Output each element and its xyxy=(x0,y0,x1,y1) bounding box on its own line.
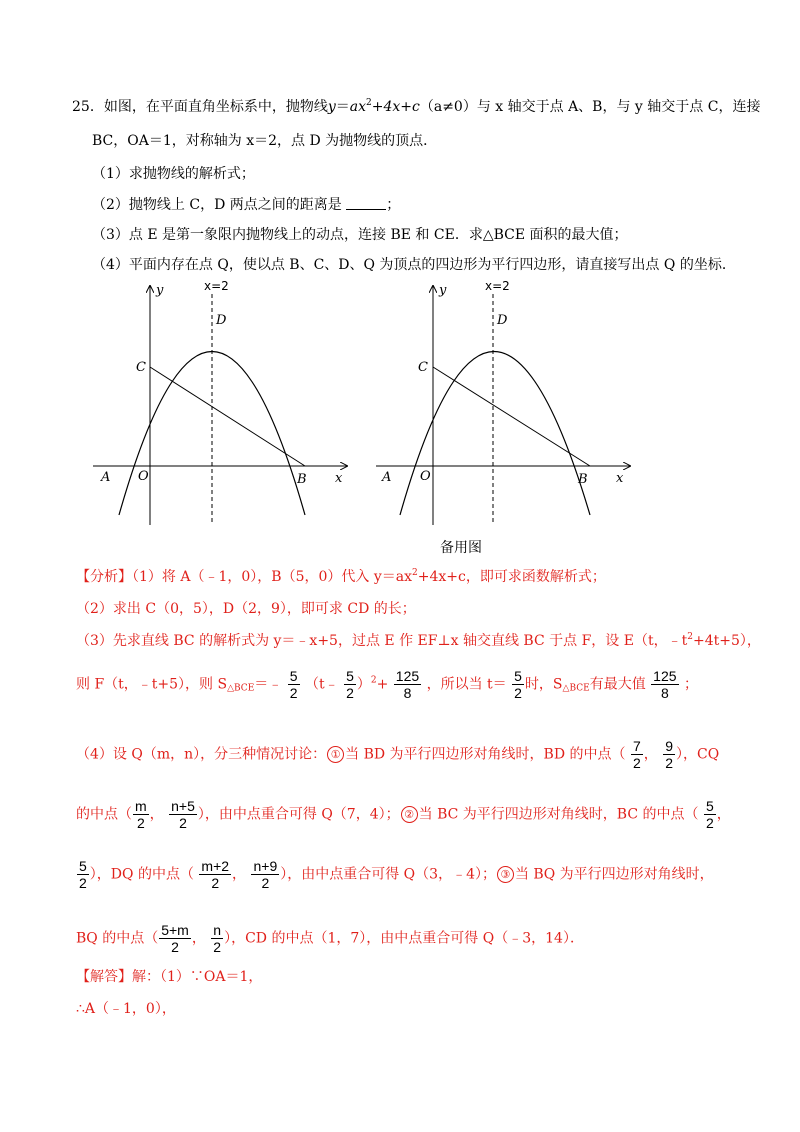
circled-2: ② xyxy=(401,806,418,823)
fraction-5-2: $\frac{5}{2}$ xyxy=(289,668,298,701)
fraction-125-8: $\frac{125}{8}$ xyxy=(395,668,420,701)
fraction-7-2: $\frac{7}{2}$ xyxy=(632,738,641,771)
question-3: （3）点 E 是第一象限内抛物线上的动点，连接 BE 和 CE．求△BCE 面积的最大值； xyxy=(92,227,628,243)
figure-caption: 备用图 xyxy=(440,540,482,556)
parabola xyxy=(400,352,590,516)
answer-blank xyxy=(346,197,386,210)
label-c: C xyxy=(136,360,146,375)
label-d: D xyxy=(497,313,508,328)
fraction-m-2: $\frac{m}{2}$ xyxy=(135,798,147,831)
fraction-9-2: $\frac{9}{2}$ xyxy=(665,738,674,771)
circled-3: ③ xyxy=(497,866,514,883)
label-d: D xyxy=(216,313,227,328)
question-4: （4）平面内存在点 Q，使以点 B、C、D、Q 为顶点的四边形为平行四边形，请直接写出点 Q 的坐标． xyxy=(92,257,736,273)
analysis-line-8: BQ 的中点（ $\frac{5+m}{2}$ ， $\frac{n}{2}$ ），CD 的中点（1，7），由中点重合可得 Q（﹣3，14）． xyxy=(76,922,584,955)
fraction-125-8: $\frac{125}{8}$ xyxy=(653,668,677,701)
problem-number: 25． xyxy=(72,99,104,115)
fraction-n5-2: $\frac{n+5}{2}$ xyxy=(171,798,195,831)
label-axis: x=2 xyxy=(485,280,510,293)
answer-line-1: 【解答】解：（1）∵OA＝1， xyxy=(76,969,263,985)
label-y: y xyxy=(439,283,447,298)
analysis-line-7: $\frac{5}{2}$ ），DQ 的中点（ $\frac{m+2}{2}$ ， $\frac{n+9}{2}$ ），由中点重合可得 Q（3，﹣4）； ③ 当 BQ 为平行四边形对角线时， xyxy=(79,858,714,891)
fraction-5-2: $\frac{5}{2}$ xyxy=(705,798,714,831)
fraction-n-2: $\frac{n}{2}$ xyxy=(213,922,222,955)
analysis-line-5: （4）设 Q（m，n），分三种情况讨论： ① 当 BD 为平行四边形对角线时，BD 的中点（ $\frac{7}{2}$ ， $\frac{9}{2}$ ），CQ xyxy=(76,738,720,771)
fraction-5m-2: $\frac{5+m}{2}$ xyxy=(161,922,189,955)
label-a: A xyxy=(382,470,392,485)
label-y: y xyxy=(156,283,164,298)
figure-main xyxy=(85,280,360,535)
figure-spare xyxy=(368,280,643,535)
label-x: x xyxy=(616,471,624,486)
fraction-m2-2: $\frac{m+2}{2}$ xyxy=(201,858,230,891)
analysis-tag: 【分析】 xyxy=(76,569,132,585)
analysis-line-2: （2）求出 C（0，5），D（2，9），即可求 CD 的长； xyxy=(76,601,416,617)
answer-line-2: ∴A（﹣1，0）， xyxy=(76,1001,176,1017)
analysis-line-1: 【分析】（1）将 A（﹣1，0），B（5，0）代入 $y=ax^2+4x+c$，即可求函数解析式； xyxy=(76,568,606,585)
problem-line-1: 25．如图，在平面直角坐标系中，抛物线$y=ax^2+4x+c(a\ne 0)$与 x 轴交于点 A、B，与 y 轴交于点 C，连接 xyxy=(72,98,761,115)
answer-tag: 【解答】 xyxy=(76,969,132,985)
fraction-n9-2: $\frac{n+9}{2}$ xyxy=(253,858,278,891)
question-1: （1）求抛物线的解析式； xyxy=(92,166,255,182)
label-b: B xyxy=(297,472,307,487)
label-a: A xyxy=(101,470,111,485)
fraction-5-2: $\frac{5}{2}$ xyxy=(514,668,522,701)
problem-line-2: BC，OA＝1，对称轴为 x＝2，点 D 为抛物线的顶点． xyxy=(92,133,438,149)
fraction-5-2: $\frac{5}{2}$ xyxy=(346,668,354,701)
label-c: C xyxy=(418,360,428,375)
label-axis: x=2 xyxy=(204,280,229,293)
analysis-line-3: （3）先求直线 BC 的解析式为 y＝﹣x+5，过点 E 作 EF⊥x 轴交直线 BC 于点 F，设 E（t，$﹣t^2+4t+5$）， xyxy=(76,632,761,649)
label-b: B xyxy=(578,472,588,487)
question-2: （2）抛物线上 C，D 两点之间的距离是 ； xyxy=(92,197,401,213)
segment-bc xyxy=(150,367,305,466)
label-x: x xyxy=(335,471,343,486)
label-o: O xyxy=(420,469,431,484)
fraction-5-2: $\frac{5}{2}$ xyxy=(79,858,87,891)
label-o: O xyxy=(138,469,149,484)
circled-1: ① xyxy=(327,746,344,763)
analysis-line-6: 的中点（ $\frac{m}{2}$ ， $\frac{n+5}{2}$ ），由中点重合可得 Q（7，4）； ② 当 BC 为平行四边形对角线时，BC 的中点（ $\frac{5}{2}$ ， xyxy=(76,798,731,831)
analysis-line-4: 则 F（t，﹣t+5），则 $S_{\triangle BCE}=﹣$ $\frac{5}{2}$ （t﹣ $\frac{5}{2}$ ）$^2$+ $\frac{125}{8}$ ，所以当 t＝ $\frac{5}{2}$ 时，$S_{\triangle BCE}$有最大值 $\frac{125}{8}$ ； xyxy=(76,668,698,701)
segment-bc xyxy=(433,367,590,466)
